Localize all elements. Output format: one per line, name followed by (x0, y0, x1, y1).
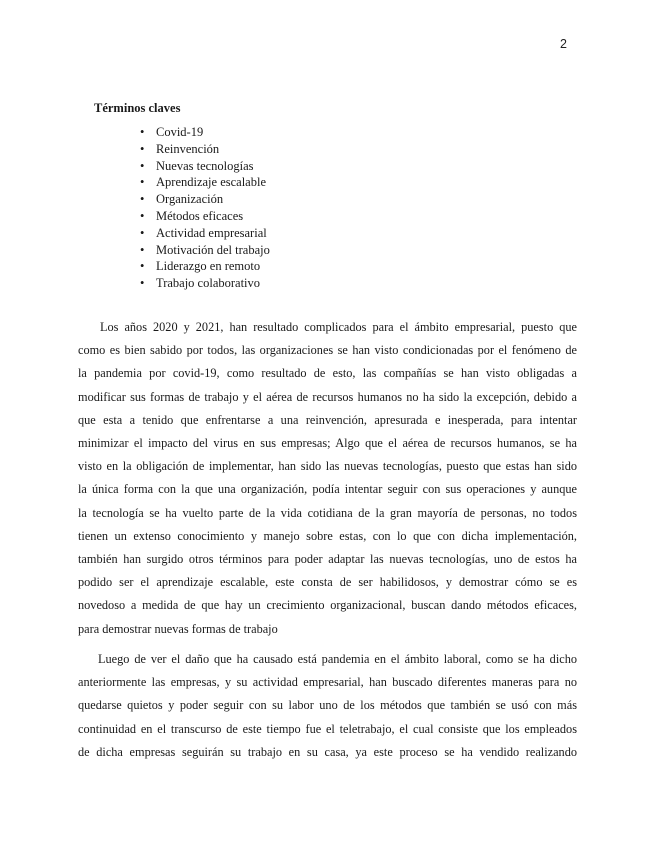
keywords-title: Términos claves (94, 101, 181, 115)
list-item: • Covid-19 (140, 124, 270, 141)
paragraph-teletrabajo (78, 648, 577, 764)
paragraph-line: anteriormente las empresas, y su actividad empresarial, han buscado diferentes maneras para no (78, 675, 577, 690)
paragraph-line: para demostrar nuevas formas de trabajo (78, 621, 278, 636)
paragraph-line: visto en la obligación de implementar, han sido las nuevas tecnologías, puesto que estas han sido (78, 459, 577, 474)
list-item: • Organización (140, 191, 270, 208)
list-item: • Actividad empresarial (140, 225, 270, 242)
paragraph-line: también han surgido otros términos para poder adaptar las nuevas tecnologías, uno de estos ha (78, 552, 577, 567)
paragraph-line: como es bien sabido por todos, las organizaciones se han visto condicionadas por el fenómeno de (78, 343, 577, 358)
paragraph-line: que esta a tenido que enfrentarse a una reinvención, apresurada e inesperada, para intentar (78, 412, 577, 427)
list-item: • Trabajo colaborativo (140, 275, 270, 292)
list-item: • Motivación del trabajo (140, 242, 270, 259)
list-item: • Liderazgo en remoto (140, 258, 270, 275)
list-item: • Reinvención (140, 141, 270, 158)
paragraph-line: tienen un extenso conocimiento y manejo sobre estas, con lo que con dicha implementación, (78, 528, 577, 543)
paragraph-line: Los años 2020 y 2021, han resultado complicados para el ámbito empresarial, puesto que (100, 320, 577, 334)
paragraph-line: quedarse quietos y poder seguir con su labor uno de los métodos que también se usó con más (78, 698, 577, 713)
paragraph-intro (78, 316, 577, 641)
list-item: • Aprendizaje escalable (140, 174, 270, 191)
paragraph-line: continuidad en el transcurso de este tiempo fue el teletrabajo, el cual consiste que los empleados (78, 721, 577, 736)
paragraph-line: podido ser el aprendizaje escalable, este consta de ser habilidosos, y demostrar cómo se es (78, 575, 577, 590)
list-item: • Nuevas tecnologías (140, 158, 270, 175)
paragraph-line: novedoso a medida de que hay un crecimiento organizacional, buscan dando métodos eficaces, (78, 598, 577, 613)
keywords-list (140, 124, 270, 292)
paragraph-line: Luego de ver el daño que ha causado está pandemia en el ámbito laboral, como se ha dicho (98, 652, 577, 666)
paragraph-line: la única forma con la que una organización, podía intentar seguir con sus operaciones y aunque (78, 482, 577, 497)
paragraph-line: minimizar el impacto del virus en sus empresas; Algo que el aérea de recursos humanos, se ha (78, 436, 577, 451)
paragraph-line: modificar sus formas de trabajo y el aérea de recursos humanos no ha sido la excepción, debido a (78, 389, 577, 404)
paragraph-line: de dicha empresas seguirán su trabajo en su casa, ya este proceso se ha vendido realizando (78, 744, 577, 759)
paragraph-line: la pandemia por covid-19, como resultado de esto, las compañías se han visto obligadas a (78, 366, 577, 381)
page-number: 2 (560, 37, 567, 51)
paragraph-line: la tecnología se ha vuelto parte de la vida cotidiana de la gran mayoría de personas, no todos (78, 505, 577, 520)
list-item: • Métodos eficaces (140, 208, 270, 225)
